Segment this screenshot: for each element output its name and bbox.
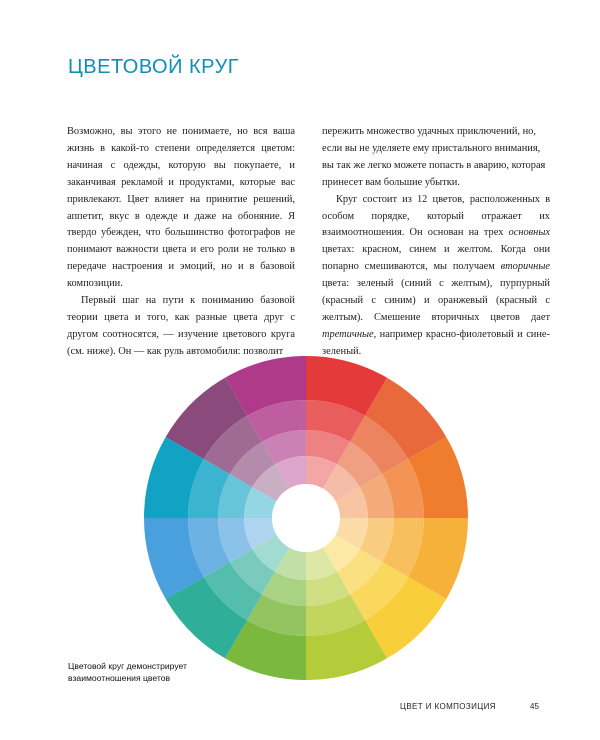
page-number: 45 xyxy=(530,702,539,711)
emphasis: основных xyxy=(508,227,550,239)
color-wheel xyxy=(144,356,468,680)
paragraph: Круг состоит из 12 цветов, расположенных в особом порядке, который отражает их взаимоотношения. Он основан на трех основных цветах: красном, синем и желтом. Когда они попарно смешиваются, мы получаем вторичные цвета: зеленый (синий с желтым), пурпурный (красный с синим) и оранжевый (красный с желтым). Смешение вторичных цветов дает третичные, например красно-фиолетовый и сине-зеленый. xyxy=(322,193,550,357)
page-title: ЦВЕТОВОЙ КРУГ xyxy=(68,56,240,78)
paragraph: Первый шаг на пути к пониманию базовой теории цвета и того, как разные цвета друг с другом соотносятся, — изучение цветового круга (см. ниже). Он — как руль автомобиля: позволит xyxy=(67,295,295,357)
text-column-left xyxy=(67,124,295,361)
text-column-right xyxy=(322,124,550,361)
running-footer: ЦВЕТ И КОМПОЗИЦИЯ xyxy=(400,702,496,711)
paragraph: пережить множество удачных приключений, но, если вы не уделяете ему пристального внимания, вы так же легко можете попасть в аварию, которая принесет вам большие убытки. xyxy=(322,126,546,188)
figure-caption: Цветовой круг демонстрирует взаимоотношения цветов xyxy=(68,661,187,683)
emphasis: вторичные xyxy=(500,261,550,273)
paragraph: Возможно, вы этого не понимаете, но вся ваша жизнь в какой-то степени определяется цветом: начиная с одежды, которую вы покупаете, и заканчивая рекламой и продуктами, которые вас привлекают. Цвет влияет на принятие решений, аппетит, вкус в одежде и даже на обоняние. Я твердо убежден, что большинство фотографов не понимают важности цвета и его роли не только в передаче настроения и эмоций, но и в базовой композиции. xyxy=(67,126,295,290)
wheel-center xyxy=(272,484,340,552)
emphasis: третичные xyxy=(322,328,374,340)
